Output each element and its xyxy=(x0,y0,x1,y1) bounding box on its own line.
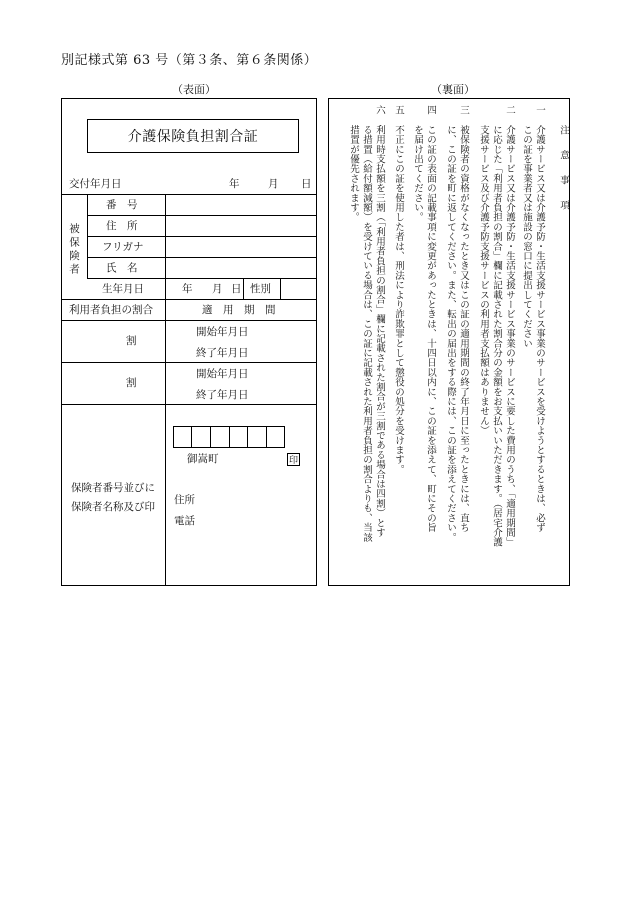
issue-date-label: 交付年月日 xyxy=(69,178,122,190)
item-text-line: に、この証を町に返してください。また、転出の届出をする際には、この証を添えてください。 xyxy=(445,125,456,543)
insurer-label-line1: 保険者番号並びに xyxy=(71,482,155,494)
item-text-line: 支援サービス及び介護予防支援サービスの利用者支払額はありません） xyxy=(478,125,489,436)
item-text-line: 介護サービス又は介護予防・生活支援サービス事業のサービスに要した費用のうち、「適用期間」 xyxy=(504,125,515,548)
start-date-label: 開始年月日 xyxy=(196,326,249,338)
ratio-header: 利用者負担の割合 xyxy=(69,304,153,316)
name-label: 氏 名 xyxy=(106,262,138,274)
item-number: 五 xyxy=(393,105,404,115)
card-title: 介護保険負担割合証 xyxy=(87,119,299,153)
divider xyxy=(280,278,281,299)
divider xyxy=(87,257,316,258)
divider xyxy=(62,404,316,405)
start-date-label: 開始年月日 xyxy=(196,368,249,380)
ratio-value-cell: 割 xyxy=(126,377,137,389)
issue-day-label: 日 xyxy=(301,178,312,190)
item-text-line: 不正にこの証を使用した者は、刑法により詐欺罪として懲役の処分を受けます。 xyxy=(393,125,404,475)
item-number: 一 xyxy=(534,105,545,115)
insurer-phone-label: 電話 xyxy=(174,515,195,527)
ratio-value-cell: 割 xyxy=(126,335,137,347)
item-number: 六 xyxy=(374,105,385,115)
number-label: 番 号 xyxy=(106,199,138,211)
item-text-line: る措置（給付額減額）を受けている場合は、この証に記載された利用者負担の割合よりも、当該 xyxy=(361,125,372,543)
back-side-label: （裏面） xyxy=(431,83,475,96)
divider xyxy=(62,320,316,321)
issue-month-label: 月 xyxy=(268,178,279,190)
divider xyxy=(165,299,166,404)
item-text-line: この証の表面の記載事項に変更があったときは、十四日以内に、この証を添えて、町にその旨 xyxy=(425,125,436,533)
item-text-line: この証を事業者又は施設の窓口に提出してください xyxy=(521,125,532,349)
divider xyxy=(165,404,166,585)
furigana-label: フリガナ xyxy=(102,241,144,253)
divider xyxy=(87,236,316,237)
form-heading: 別記様式第 63 号（第３条、第６条関係） xyxy=(61,53,318,68)
birth-month-label: 月 xyxy=(212,283,223,295)
item-number: 二 xyxy=(504,105,515,115)
divider xyxy=(62,194,316,195)
item-text-line: に応じた「利用者負担の割合」欄に記載された割合分の金額をお支払いいただきます。（居宅介護 xyxy=(491,125,502,548)
digit-divider xyxy=(266,427,267,447)
divider xyxy=(165,194,166,299)
notes-title: 注 意 事 項 xyxy=(558,125,569,213)
digit-divider xyxy=(229,427,230,447)
front-side-label: （表面） xyxy=(172,83,216,96)
end-date-label: 終了年月日 xyxy=(196,347,249,359)
digit-divider xyxy=(210,427,211,447)
divider xyxy=(87,215,316,216)
divider xyxy=(243,278,244,299)
digit-divider xyxy=(191,427,192,447)
divider xyxy=(62,362,316,363)
insurer-name: 御嵩町 xyxy=(187,453,219,465)
seal-mark-icon: 印 xyxy=(287,453,300,466)
back-card xyxy=(328,98,570,586)
address-label: 住 所 xyxy=(106,220,138,232)
item-text-line: 被保険者の資格がなくなったとき又はこの証の適用期間の終了年月日に至ったときには、直ち xyxy=(458,125,469,533)
item-text-line: 利用時支払額を三割（「利用者負担の割合」欄に記載された割合が三割である場合は四割）とす xyxy=(374,125,385,538)
item-text-line: 介護サービス又は介護予防・生活支援サービス事業のサービスを受けようとするときは、必ず xyxy=(534,125,545,533)
insurer-label-line2: 保険者名称及び印 xyxy=(71,501,155,513)
birth-day-label: 日 xyxy=(231,283,242,295)
item-number: 四 xyxy=(425,105,436,115)
digit-divider xyxy=(247,427,248,447)
birth-year-label: 年 xyxy=(182,283,193,295)
issue-year-label: 年 xyxy=(229,178,240,190)
period-header: 適 用 期 間 xyxy=(202,304,276,316)
front-card xyxy=(61,98,317,586)
birth-date-label: 生年月日 xyxy=(102,283,144,295)
gender-label: 性別 xyxy=(250,283,271,295)
divider xyxy=(87,278,316,279)
insurer-address-label: 住所 xyxy=(174,494,195,506)
insured-label: 被保険者 xyxy=(68,223,80,277)
insurer-number-boxes[interactable] xyxy=(173,426,285,448)
item-text-line: を届け出てください。 xyxy=(412,125,423,222)
divider xyxy=(62,299,316,300)
end-date-label: 終了年月日 xyxy=(196,389,249,401)
item-text-line: 措置が優先されます。 xyxy=(348,125,359,222)
item-number: 三 xyxy=(458,105,469,115)
